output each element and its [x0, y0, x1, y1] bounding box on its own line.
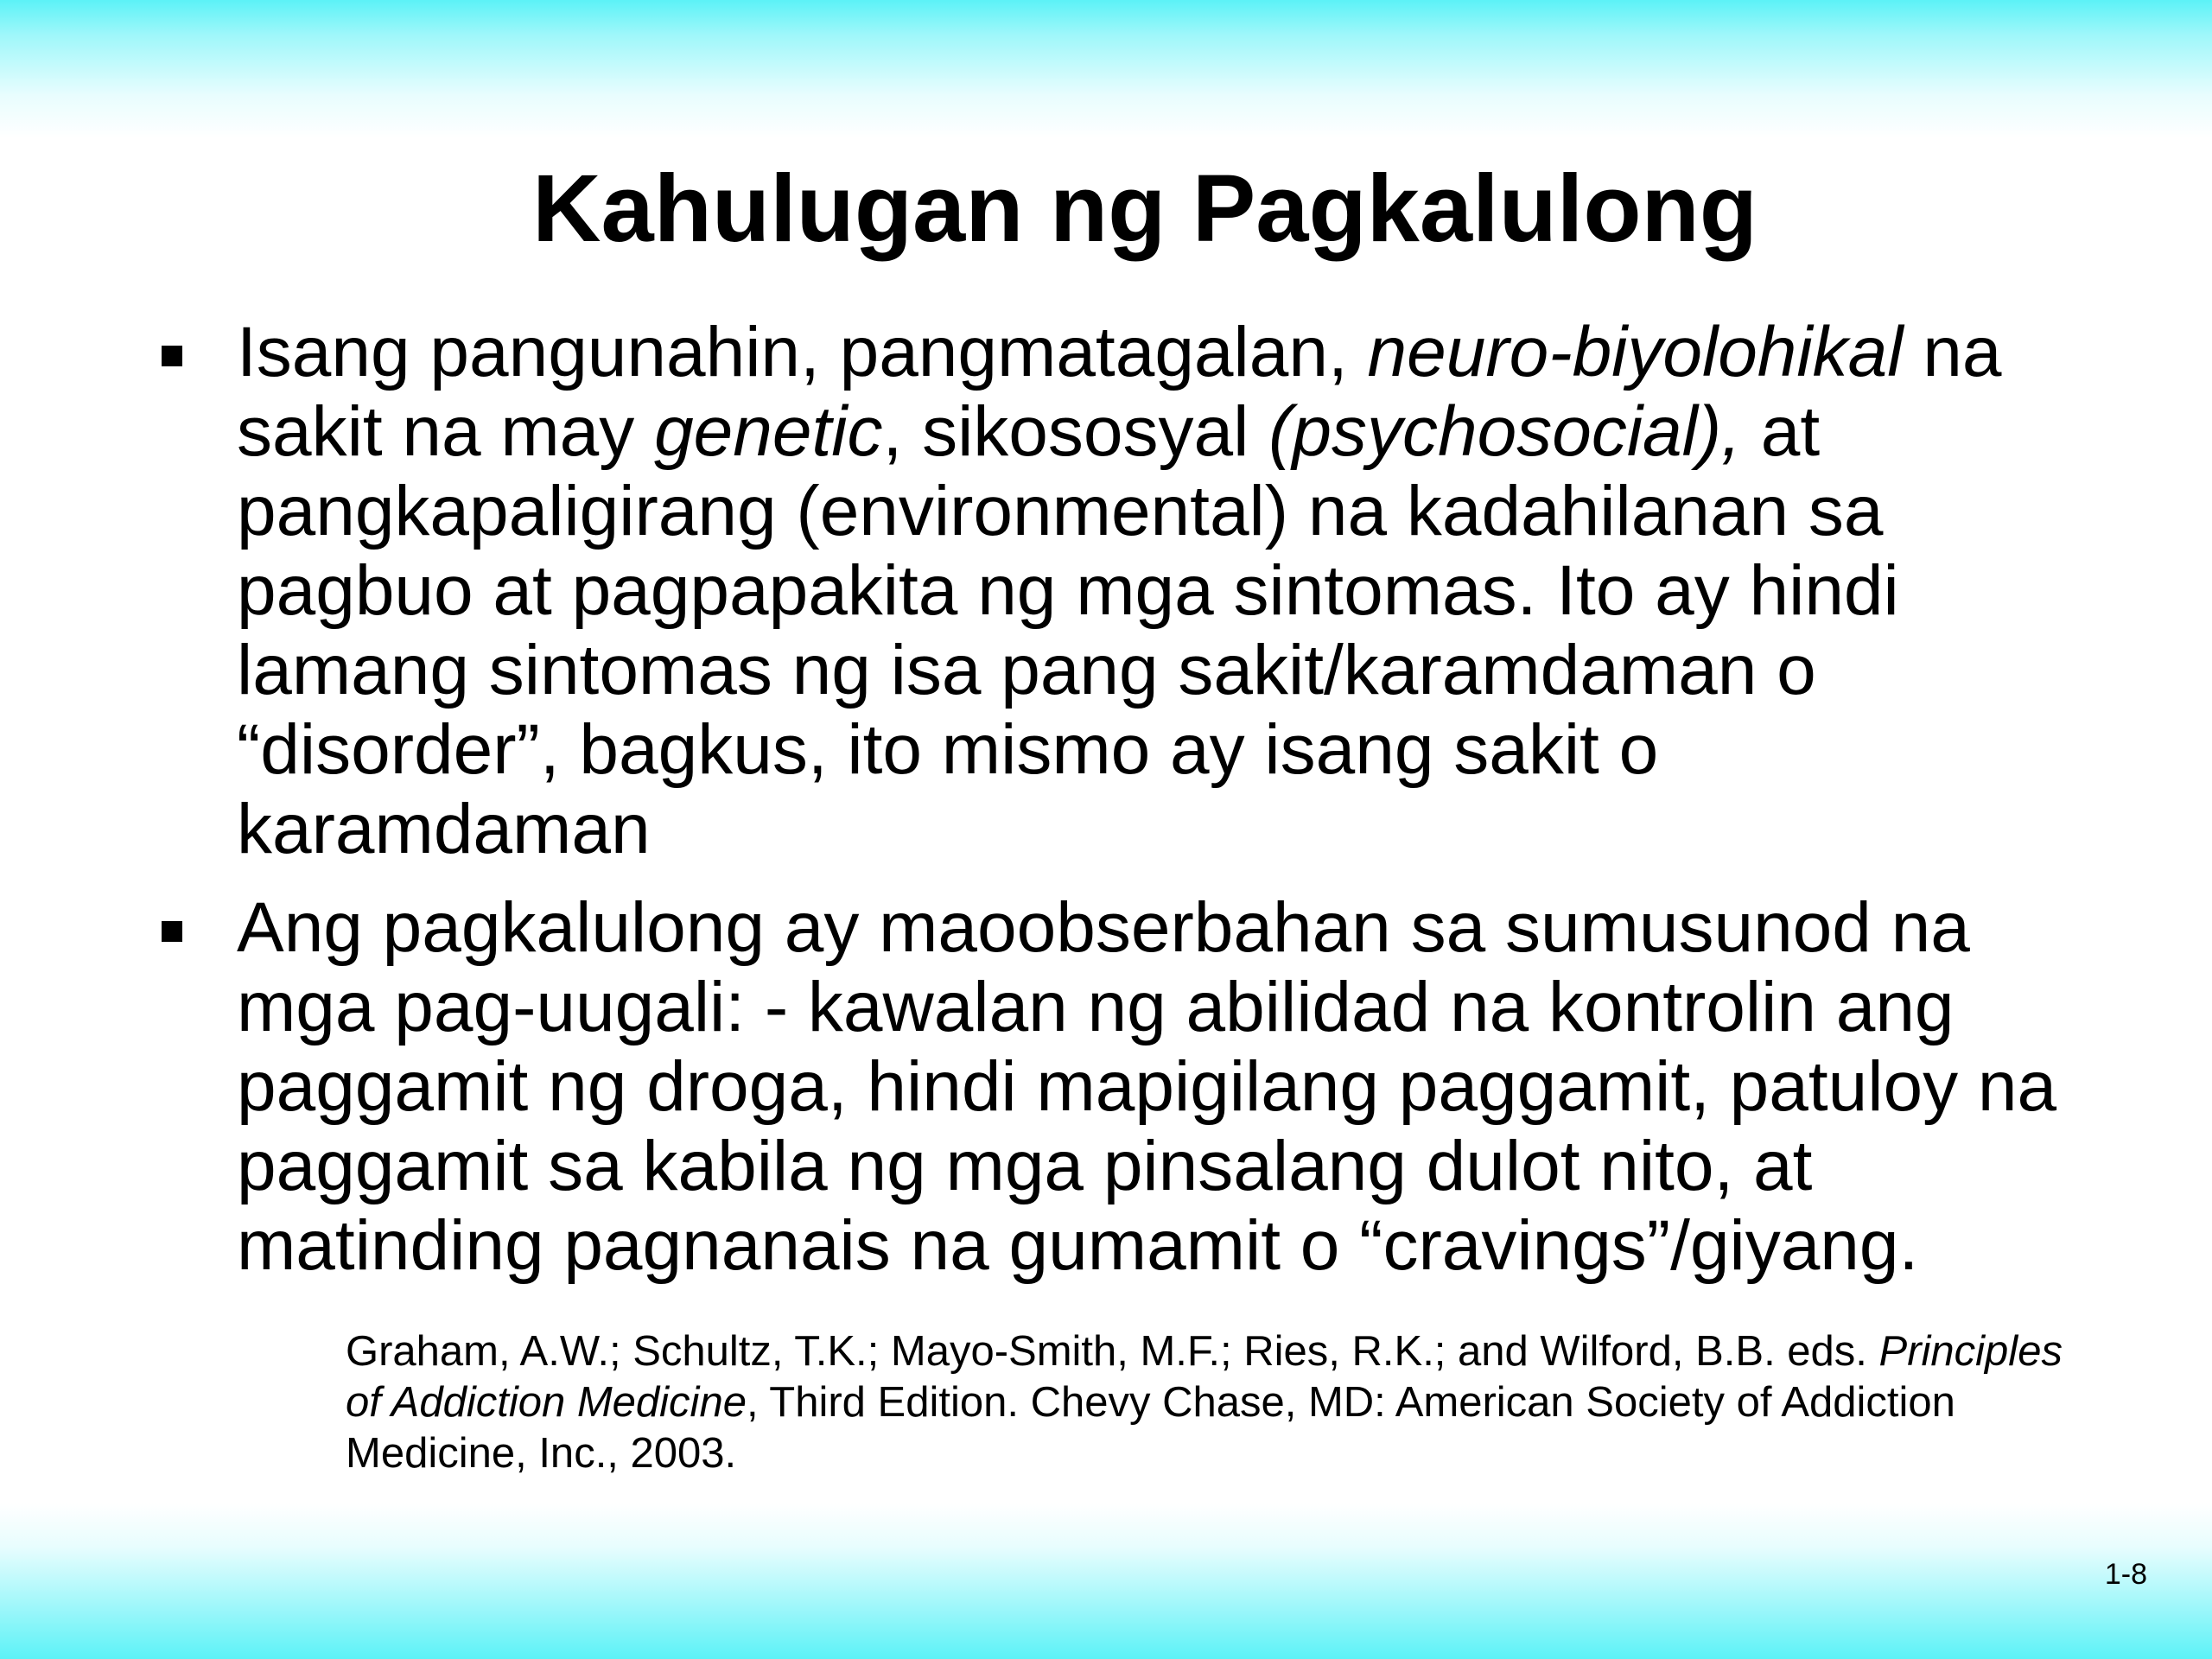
bullet-text	[237, 888, 2082, 1286]
citation-authors: Graham, A.W.; Schultz, T.K.; Mayo-Smith, M.F.; Ries, R.K.; and Wilford, B.B. eds.	[346, 1328, 1879, 1375]
bullet-text-segment: na sakit na may	[237, 313, 2002, 471]
bullet-text-italic-segment: neuro-biyolohikal	[1367, 313, 1904, 391]
bullet-text-segment: Ang pagkalulong ay maoobserbahan sa sumusunod na mga pag-uugali: - kawalan ng abilidad na kontrolin ang paggamit ng droga, hindi mapigilang paggamit, patuloy na paggamit sa kabila ng mga pinsalang dulot nito, at matinding pagnanais na gumamit o “cravings”/giyang.	[237, 888, 2057, 1285]
bullet-item-definition	[0, 313, 2212, 869]
bullet-text-segment: at pangkapaligirang (environmental) na kadahilanan sa pagbuo at pagpapakita ng mga sintomas. Ito ay hindi lamang sintomas ng isa pang sakit/karamdaman o “disorder”, bagkus, ito mismo ay isang sakit o karamdaman	[237, 392, 1899, 868]
bullet-text-segment: , sikososyal	[882, 392, 1269, 471]
citation-book-title: Principles of Addiction Medicine	[346, 1328, 2063, 1426]
square-bullet-icon	[162, 346, 182, 366]
citation	[346, 1326, 2091, 1479]
bullet-text-italic-segment: (psychosocial),	[1268, 392, 1741, 471]
bullet-text-segment: Isang pangunahin, pangmatagalan,	[237, 313, 1368, 391]
square-bullet-icon	[162, 921, 182, 942]
citation-publication: , Third Edition. Chevy Chase, MD: American Society of Addiction Medicine, Inc., 2003.	[346, 1379, 1955, 1477]
slide-title: Kahulugan ng Pagkalulong	[532, 156, 1758, 262]
bullet-item-behaviors	[0, 888, 2212, 1286]
bullet-text	[237, 313, 2082, 869]
bullet-text-italic-segment: genetic	[654, 392, 883, 471]
bullet-list	[0, 313, 2212, 1305]
page-number: 1-8	[2104, 1558, 2147, 1591]
